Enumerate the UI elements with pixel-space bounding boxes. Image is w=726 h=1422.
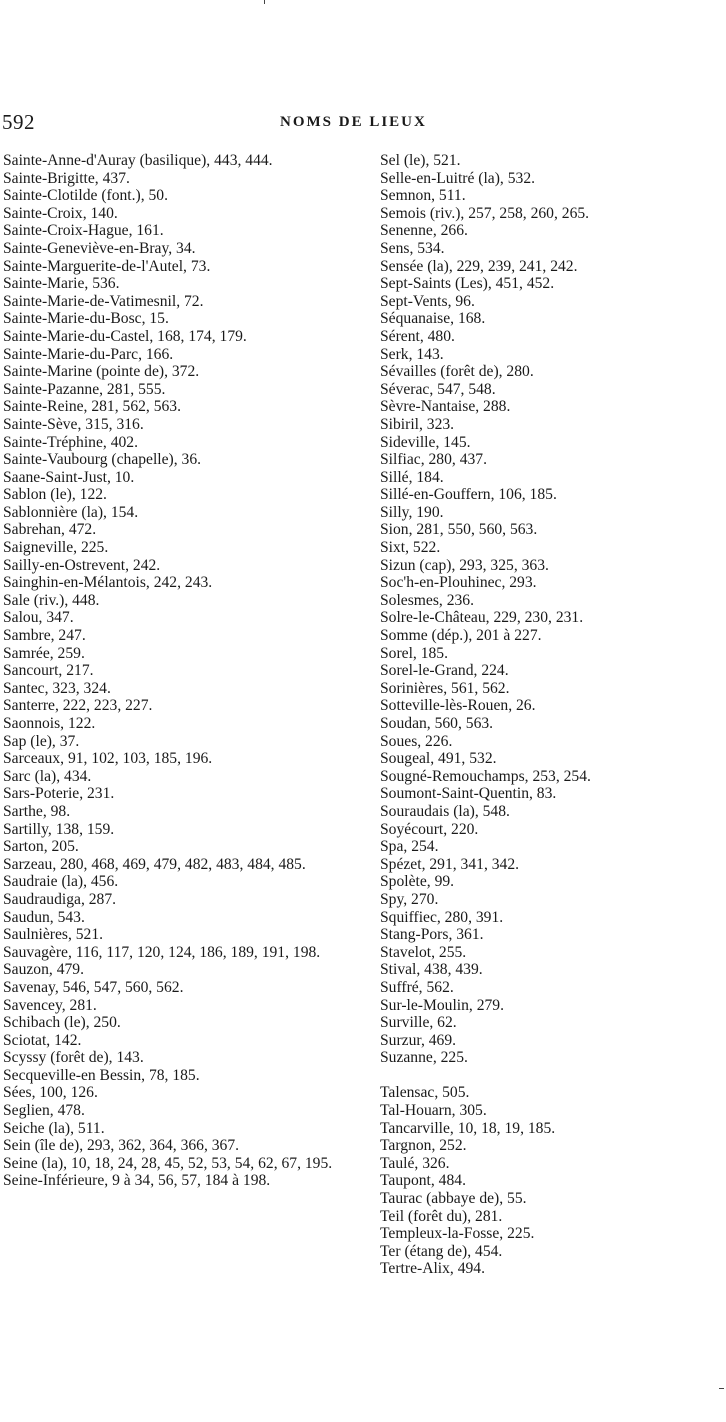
index-entry: Talensac, 505. xyxy=(380,1084,470,1102)
index-entry: Sainte-Brigitte, 437. xyxy=(3,169,130,187)
index-entry: Sées, 100, 126. xyxy=(3,1084,98,1102)
index-entry: Stang-Pors, 361. xyxy=(380,926,484,944)
index-entry: Scyssy (forêt de), 143. xyxy=(3,1049,144,1067)
index-entry: Templeux-la-Fosse, 225. xyxy=(380,1225,535,1243)
index-entry: Tertre-Alix, 494. xyxy=(380,1260,485,1278)
index-entry: Saulnières, 521. xyxy=(3,926,104,944)
index-entry: Sainte-Marie-de-Vatimesnil, 72. xyxy=(3,292,204,310)
index-entry: Sorinières, 561, 562. xyxy=(380,679,510,697)
index-entry: Schibach (le), 250. xyxy=(3,1014,121,1032)
index-entry: Soc'h-en-Plouhinec, 293. xyxy=(380,574,537,592)
index-entry: Saigneville, 225. xyxy=(3,539,109,557)
index-entry: Suffré, 562. xyxy=(380,978,454,996)
index-entry: Seglien, 478. xyxy=(3,1102,85,1120)
index-entry: Surzur, 469. xyxy=(380,1031,457,1049)
index-entry: Sailly-en-Ostrevent, 242. xyxy=(3,556,161,574)
index-entry: Sainte-Marine (pointe de), 372. xyxy=(3,363,200,381)
index-entry: Spolète, 99. xyxy=(380,873,455,891)
index-entry: Sens, 534. xyxy=(380,239,445,257)
index-entry: Saudun, 543. xyxy=(3,908,85,926)
index-entry: Sillé-en-Gouffern, 106, 185. xyxy=(380,486,557,504)
index-entry: Sévailles (forêt de), 280. xyxy=(380,363,534,381)
index-entry: Salou, 347. xyxy=(3,609,74,627)
stray-mark xyxy=(264,0,265,4)
index-entry: Soues, 226. xyxy=(380,732,453,750)
index-entry: Sainte-Sève, 315, 316. xyxy=(3,415,144,433)
index-entry: Sainghin-en-Mélantois, 242, 243. xyxy=(3,574,213,592)
index-entry: Spézet, 291, 341, 342. xyxy=(380,855,520,873)
index-entry: Santerre, 222, 223, 227. xyxy=(3,697,153,715)
index-entry: Sept-Vents, 96. xyxy=(380,292,475,310)
running-head: NOMS DE LIEUX xyxy=(280,114,427,130)
index-entry: Sainte-Clotilde (font.), 50. xyxy=(3,187,169,205)
index-entry: Stavelot, 255. xyxy=(380,943,467,961)
index-entry: Seine (la), 10, 18, 24, 28, 45, 52, 53, 54, 62, 67, 195. xyxy=(3,1154,333,1172)
index-entry: Sartilly, 138, 159. xyxy=(3,820,115,838)
index-entry: Semnon, 511. xyxy=(380,187,466,205)
index-entry: Senenne, 266. xyxy=(380,222,468,240)
stray-mark xyxy=(719,1388,724,1389)
index-entry: Sarzeau, 280, 468, 469, 479, 482, 483, 484, 485. xyxy=(3,855,306,873)
index-entry: Sotteville-lès-Rouen, 26. xyxy=(380,697,536,715)
index-entry: Taurac (abbaye de), 55. xyxy=(380,1190,527,1208)
index-entry: Sougné-Remouchamps, 253, 254. xyxy=(380,767,591,785)
index-entry: Sainte-Vaubourg (chapelle), 36. xyxy=(3,451,202,469)
index-entry: Séquanaise, 168. xyxy=(380,310,486,328)
index-entry: Savenay, 546, 547, 560, 562. xyxy=(3,978,184,996)
index-column-left xyxy=(3,152,353,1190)
index-entry: Sale (riv.), 448. xyxy=(3,591,100,609)
index-entry: Silly, 190. xyxy=(380,503,444,521)
index-entry: Sorel, 185. xyxy=(380,644,449,662)
index-entry: Sap (le), 37. xyxy=(3,732,80,750)
index-entry: Soumont-Saint-Quentin, 83. xyxy=(380,785,557,803)
index-entry: Sainte-Pazanne, 281, 555. xyxy=(3,380,166,398)
index-entry: Surville, 62. xyxy=(380,1014,457,1032)
index-entry: Sablonnière (la), 154. xyxy=(3,503,139,521)
index-entry: Sarthe, 98. xyxy=(3,802,71,820)
index-entry: Targnon, 252. xyxy=(380,1137,467,1155)
index-entry: Ter (étang de), 454. xyxy=(380,1242,503,1260)
index-entry: Sancourt, 217. xyxy=(3,662,94,680)
index-entry: Sainte-Reine, 281, 562, 563. xyxy=(3,398,182,416)
index-entry: Soyécourt, 220. xyxy=(380,820,479,838)
index-entry: Suzanne, 225. xyxy=(380,1049,468,1067)
index-column-right xyxy=(380,152,720,1278)
index-entry: Samrée, 259. xyxy=(3,644,85,662)
index-entry: Saane-Saint-Just, 10. xyxy=(3,468,135,486)
index-entry: Sars-Poterie, 231. xyxy=(3,785,115,803)
index-entry: Sainte-Croix-Hague, 161. xyxy=(3,222,164,240)
index-entry: Stival, 438, 439. xyxy=(380,961,483,979)
index-entry: Sabrehan, 472. xyxy=(3,521,97,539)
index-entry: Sarceaux, 91, 102, 103, 185, 196. xyxy=(3,750,213,768)
index-entry: Sorel-le-Grand, 224. xyxy=(380,662,509,680)
index-entry: Taupont, 484. xyxy=(380,1172,466,1190)
index-entry: Sein (île de), 293, 362, 364, 366, 367. xyxy=(3,1137,240,1155)
index-entry: Sougeal, 491, 532. xyxy=(380,750,497,768)
index-entry: Squiffiec, 280, 391. xyxy=(380,908,504,926)
index-entry: Solre-le-Château, 229, 230, 231. xyxy=(380,609,584,627)
index-entry: Souraudais (la), 548. xyxy=(380,802,510,820)
index-entry: Sixt, 522. xyxy=(380,539,441,557)
index-entry: Sur-le-Moulin, 279. xyxy=(380,996,504,1014)
index-entry: Sarton, 205. xyxy=(3,838,79,856)
index-entry: Saonnois, 122. xyxy=(3,715,96,732)
index-entry: Spa, 254. xyxy=(380,838,439,856)
index-entry: Sainte-Tréphine, 402. xyxy=(3,433,138,451)
index-entry: Sibiril, 323. xyxy=(380,415,455,433)
index-entry: Semois (riv.), 257, 258, 260, 265. xyxy=(380,204,590,222)
index-entry: Sainte-Geneviève-en-Bray, 34. xyxy=(3,239,196,257)
index-entry: Serk, 143. xyxy=(380,345,444,363)
index-entry: Selle-en-Luitré (la), 532. xyxy=(380,169,536,187)
index-entry: Saudraudiga, 287. xyxy=(3,890,117,908)
index-entry: Saudraie (la), 456. xyxy=(3,873,119,891)
index-entry: Taulé, 326. xyxy=(380,1154,450,1172)
index-entry: Sainte-Marie-du-Bosc, 15. xyxy=(3,310,169,328)
index-entry: Sion, 281, 550, 560, 563. xyxy=(380,521,538,539)
index-entry: Sel (le), 521. xyxy=(380,152,461,169)
index-entry: Savencey, 281. xyxy=(3,996,97,1014)
index-entry: Solesmes, 236. xyxy=(380,591,474,609)
index-entry: Sauzon, 479. xyxy=(3,961,84,979)
index-entry: Seiche (la), 511. xyxy=(3,1119,105,1137)
index-entry: Sainte-Marie-du-Castel, 168, 174, 179. xyxy=(3,327,247,345)
index-entry: Silfiac, 280, 437. xyxy=(380,451,487,469)
index-entry: Sérent, 480. xyxy=(380,327,455,345)
index-entry: Secqueville-en Bessin, 78, 185. xyxy=(3,1066,200,1084)
index-entry: Tal-Houarn, 305. xyxy=(380,1102,487,1120)
index-entry: Séverac, 547, 548. xyxy=(380,380,496,398)
index-entry: Sainte-Marie, 536. xyxy=(3,275,120,293)
index-entry: Sarc (la), 434. xyxy=(3,767,92,785)
index-entry: Sensée (la), 229, 239, 241, 242. xyxy=(380,257,578,275)
index-entry: Sainte-Anne-d'Auray (basilique), 443, 444. xyxy=(3,152,273,169)
index-entry: Sillé, 184. xyxy=(380,468,444,486)
index-entry: Sciotat, 142. xyxy=(3,1031,82,1049)
index-entry: Tancarville, 10, 18, 19, 185. xyxy=(380,1119,556,1137)
index-entry: Spy, 270. xyxy=(380,890,439,908)
index-entry: Sainte-Croix, 140. xyxy=(3,204,118,222)
index-entry: Sèvre-Nantaise, 288. xyxy=(380,398,511,416)
index-entry: Sept-Saints (Les), 451, 452. xyxy=(380,275,555,293)
index-entry: Sideville, 145. xyxy=(380,433,471,451)
index-entry: Sainte-Marie-du-Parc, 166. xyxy=(3,345,174,363)
index-entry: Sizun (cap), 293, 325, 363. xyxy=(380,556,549,574)
index-entry: Sambre, 247. xyxy=(3,627,86,645)
index-entry: Somme (dép.), 201 à 227. xyxy=(380,627,542,645)
index-entry: Sablon (le), 122. xyxy=(3,486,107,504)
index-entry: Sainte-Marguerite-de-l'Autel, 73. xyxy=(3,257,211,275)
index-entry: Teil (forêt du), 281. xyxy=(380,1207,503,1225)
index-entry: Santec, 323, 324. xyxy=(3,679,111,697)
page-number: 592 xyxy=(2,110,35,134)
index-entry: Soudan, 560, 563. xyxy=(380,715,494,732)
index-entry: Seine-Inférieure, 9 à 34, 56, 57, 184 à 198. xyxy=(3,1172,271,1190)
index-entry: Sauvagère, 116, 117, 120, 124, 186, 189, 191, 198. xyxy=(3,943,321,961)
